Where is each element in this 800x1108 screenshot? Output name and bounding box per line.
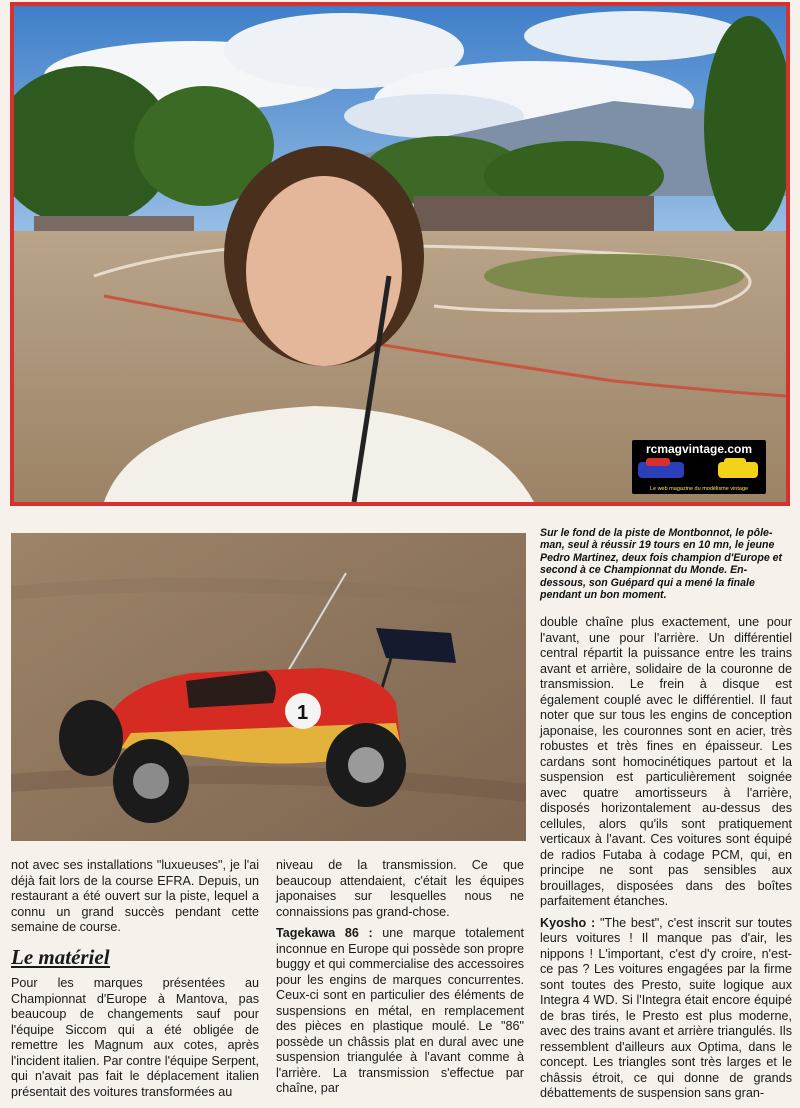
- col3-body-kyosho: "The best", c'est inscrit sur toutes leurs voitures ! Il manque pas d'air, les nippons ! L'important, c'est d'y croire, n'est-ce pas ? Les voitures engagées par la firme sont toutes des Presto, suite logique aux Integra 4 WD. Si l'Integra était encore équipé de bras tirés, le Presto est plus moderne, avec des trains avant et arrière triangulés. Ils ressemblent d'ailleurs aux Optima, dans le concept. Les triangles sont très larges et le châssis étroit, ce qui donne de grands débattements de suspension sans gran-: [540, 915, 793, 1100]
- article-column-3: [540, 615, 792, 1108]
- col2-body-tagekawa: une marque totalement inconnue en Europe qui possède son propre buggy et qui commercialise des accessoires pour les engins de marques concurrentes. Ceux-ci sont en particulier des éléments de suspensions en métal, en remplacement des pièces en plastique moulé. Le "86" possède un châssis plat en dural avec une suspension triangulée à l'avant comme à l'arrière. La transmission s'effectue par chaîne, par: [276, 926, 525, 1095]
- top-photo-track-portrait: [10, 2, 790, 506]
- photo-caption: Sur le fond de la piste de Montbonnot, le pôle-man, seul à réussir 19 tours en 10 mn, le jeune Pedro Martinez, deux fois champion d'Europe et second à ce Championnat du Monde. En-dessous, son Guépard qui a mené la finale pendant un bon moment.: [540, 527, 783, 602]
- watermark-title: rcmagvintage.com: [645, 442, 753, 456]
- buggy-photo: [11, 533, 526, 841]
- col1-paragraph-2: Pour les marques présentées au Championnat d'Europe à Mantova, pas beaucoup de changements sauf pour l'équipe Siccom qui a été obligée de remettre les Magnum aux cotes, après l'incident italien. Par contre l'équipe Serpent, qui n'avait pas fait le déplacement italien présentait des voitures transformées au: [11, 976, 259, 1099]
- watermark-subtitle: Le web magazine du modélisme vintage: [649, 486, 749, 492]
- col2-lead-tagekawa: Tagekawa 86 :: [276, 926, 373, 940]
- track-scene-illustration: [14, 6, 786, 502]
- col3-paragraph-2: [540, 916, 792, 1102]
- buggy-illustration: [11, 533, 526, 841]
- col2-paragraph-1: niveau de la transmission. Ce que beaucoup attendaient, c'était les équipes japonaises sur lesquelles nous ne connaissions pas grand-chose.: [276, 858, 524, 919]
- col3-lead-kyosho: Kyosho :: [540, 915, 596, 930]
- col1-paragraph-1: not avec ses installations "luxueuses", je l'ai déjà fait lors de la course EFRA. Depuis, un restaurant a été ouvert sur la piste, lequel a connu un grand succès pendant cette semaine de course.: [11, 858, 259, 934]
- section-heading-materiel: Le matériel: [11, 944, 110, 969]
- watermark-logo: [632, 440, 766, 494]
- article-column-1: [11, 858, 259, 1106]
- watermark-car-icon: [632, 456, 766, 486]
- col3-paragraph-1: double chaîne plus exactement, une pour l'avant, une pour l'arrière. Un différentiel central répartit la puissance entre les trains avant et arrière, solidaire de la couronne de transmission. Le frein à disque est également couplé avec le différentiel. Il faut noter que sur tous les engins de conception japonaise, les couronnes sont en acier, très robustes et très fines en épaisseur. Les cardans sont homocinétiques partout et la suspension est particulièrement soignée avec quatre amortisseurs à l'arrière, disposés horizontalement au-dessus des cellules, alors qu'ils sont pratiquement verticaux à l'avant. Ces voitures sont équipé de radios Futaba à codage PCM, qui, en principe ne sont pas sensibles aux brouillages, disposées dans des boîtes parfaitement étanches.: [540, 615, 792, 908]
- article-column-2: [276, 858, 524, 1103]
- col2-paragraph-2: [276, 926, 524, 1097]
- car-number: 1: [297, 702, 309, 724]
